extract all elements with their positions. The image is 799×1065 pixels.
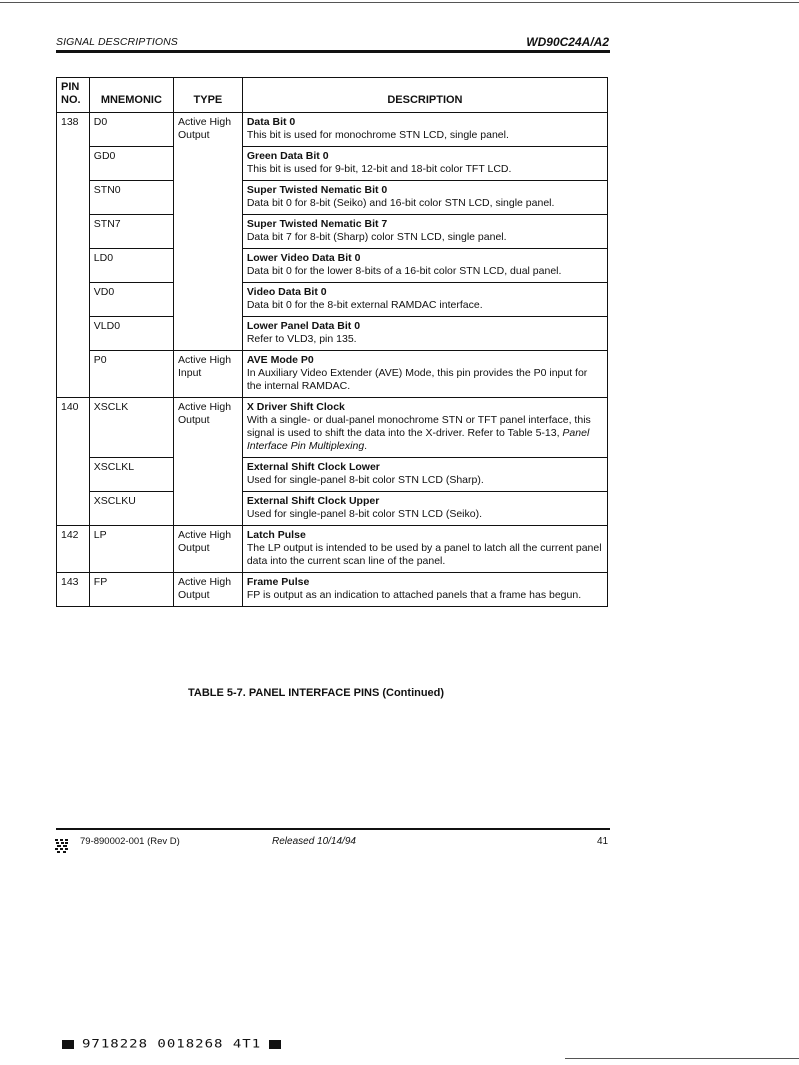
- table-row: [57, 317, 608, 351]
- signal-name: Super Twisted Nematic Bit 7: [246, 218, 388, 230]
- pin-type: Active High Output: [173, 526, 242, 573]
- signal-name: X Driver Shift Clock: [246, 401, 345, 413]
- footer-rule: [56, 828, 610, 830]
- table-row: [57, 249, 608, 283]
- mnemonic: XSCLKU: [89, 492, 173, 526]
- signal-text: Refer to VLD3, pin 135.: [246, 333, 357, 345]
- signal-text: Data bit 7 for 8-bit (Sharp) color STN LCD, single panel.: [246, 231, 507, 243]
- mnemonic: VLD0: [89, 317, 173, 351]
- pin-type: Active High Input: [173, 351, 242, 398]
- release-date: Released 10/14/94: [272, 836, 356, 847]
- part-number: WD90C24A/A2: [526, 35, 609, 49]
- mnemonic: D0: [89, 113, 173, 147]
- signal-name: External Shift Clock Lower: [246, 461, 380, 473]
- signal-name: Latch Pulse: [246, 529, 306, 541]
- signal-name: Super Twisted Nematic Bit 0: [246, 184, 388, 196]
- wd-logo-icon: [55, 837, 69, 858]
- barcode-text: 9718228 0018268 4T1: [82, 1037, 262, 1051]
- page-number: 41: [597, 836, 609, 847]
- signal-name: Lower Video Data Bit 0: [246, 252, 361, 264]
- signal-text: Data bit 0 for the 8-bit external RAMDAC interface.: [246, 299, 483, 311]
- signal-name: AVE Mode P0: [246, 354, 314, 366]
- header-type: TYPE: [173, 78, 242, 113]
- description: [242, 492, 607, 526]
- table-row: [57, 147, 608, 181]
- signal-name: Data Bit 0: [246, 116, 296, 128]
- pin-type: Active High Output: [173, 573, 242, 607]
- signal-text: Used for single-panel 8-bit color STN LCD (Sharp).: [246, 474, 484, 486]
- table-row: [57, 398, 608, 458]
- signal-name: Frame Pulse: [246, 576, 310, 588]
- description: [242, 458, 607, 492]
- signal-text: This bit is used for 9-bit, 12-bit and 18-bit color TFT LCD.: [246, 163, 512, 175]
- table-caption: TABLE 5-7. PANEL INTERFACE PINS (Continued): [188, 687, 445, 699]
- bottom-border-line: [565, 1058, 799, 1059]
- mnemonic: XSCLKL: [89, 458, 173, 492]
- mnemonic: STN7: [89, 215, 173, 249]
- signal-text: With a single- or dual-panel monochrome STN or TFT panel interface, this signal is used to shift the data into the X-driver. Refer to Table 5-13, Panel Interface Pin Multiplexing.: [246, 414, 591, 452]
- mnemonic: XSCLK: [89, 398, 173, 458]
- top-border-line: [0, 2, 799, 3]
- pin-number: 143: [57, 573, 90, 607]
- mnemonic: VD0: [89, 283, 173, 317]
- pin-number: 140: [57, 398, 90, 526]
- table-row: [57, 351, 608, 398]
- table-row: [57, 113, 608, 147]
- description: [242, 398, 607, 458]
- signal-text: The LP output is intended to be used by a panel to latch all the current panel data into the current scan line of the panel.: [246, 542, 602, 567]
- signal-text: In Auxiliary Video Extender (AVE) Mode, this pin provides the P0 input for the internal RAMDAC.: [246, 367, 588, 392]
- description: [242, 147, 607, 181]
- table-header-row: [57, 78, 608, 113]
- barcode-block-left: [62, 1040, 74, 1049]
- section-title: SIGNAL DESCRIPTIONS: [56, 36, 178, 48]
- table-row: [57, 181, 608, 215]
- mnemonic: STN0: [89, 181, 173, 215]
- description: [242, 351, 607, 398]
- signal-text: Data bit 0 for 8-bit (Seiko) and 16-bit color STN LCD, single panel.: [246, 197, 555, 209]
- table-reference: Panel Interface Pin Multiplexing: [246, 427, 590, 452]
- description: [242, 181, 607, 215]
- pin-number: 142: [57, 526, 90, 573]
- mnemonic: GD0: [89, 147, 173, 181]
- signal-name: Lower Panel Data Bit 0: [246, 320, 361, 332]
- pin-type: Active High Output: [173, 113, 242, 351]
- pin-type: Active High Output: [173, 398, 242, 526]
- table-row: [57, 492, 608, 526]
- document-number: 79-890002-001 (Rev D): [80, 836, 180, 847]
- header-pin-no: PIN NO.: [57, 78, 90, 113]
- header-rule: [56, 50, 610, 53]
- header-description: DESCRIPTION: [242, 78, 607, 113]
- mnemonic: LP: [89, 526, 173, 573]
- description: [242, 526, 607, 573]
- signal-name: Green Data Bit 0: [246, 150, 329, 162]
- signal-text: FP is output as an indication to attached panels that a frame has begun.: [246, 589, 582, 601]
- table-row: [57, 215, 608, 249]
- table-row: [57, 283, 608, 317]
- barcode-block-right: [269, 1040, 281, 1049]
- description: [242, 573, 607, 607]
- signal-text: Data bit 0 for the lower 8-bits of a 16-bit color STN LCD, dual panel.: [246, 265, 562, 277]
- signal-text: Used for single-panel 8-bit color STN LCD (Seiko).: [246, 508, 483, 520]
- description: [242, 283, 607, 317]
- signal-name: External Shift Clock Upper: [246, 495, 380, 507]
- mnemonic: LD0: [89, 249, 173, 283]
- description: [242, 249, 607, 283]
- mnemonic: P0: [89, 351, 173, 398]
- header-mnemonic: MNEMONIC: [89, 78, 173, 113]
- mnemonic: FP: [89, 573, 173, 607]
- table-row: [57, 458, 608, 492]
- panel-interface-pins-table: [56, 77, 608, 607]
- pin-number: 138: [57, 113, 90, 398]
- description: [242, 113, 607, 147]
- description: [242, 317, 607, 351]
- signal-name: Video Data Bit 0: [246, 286, 327, 298]
- barcode: [62, 1036, 281, 1052]
- description: [242, 215, 607, 249]
- table-row: [57, 573, 608, 607]
- signal-text: This bit is used for monochrome STN LCD, single panel.: [246, 129, 509, 141]
- table-row: [57, 526, 608, 573]
